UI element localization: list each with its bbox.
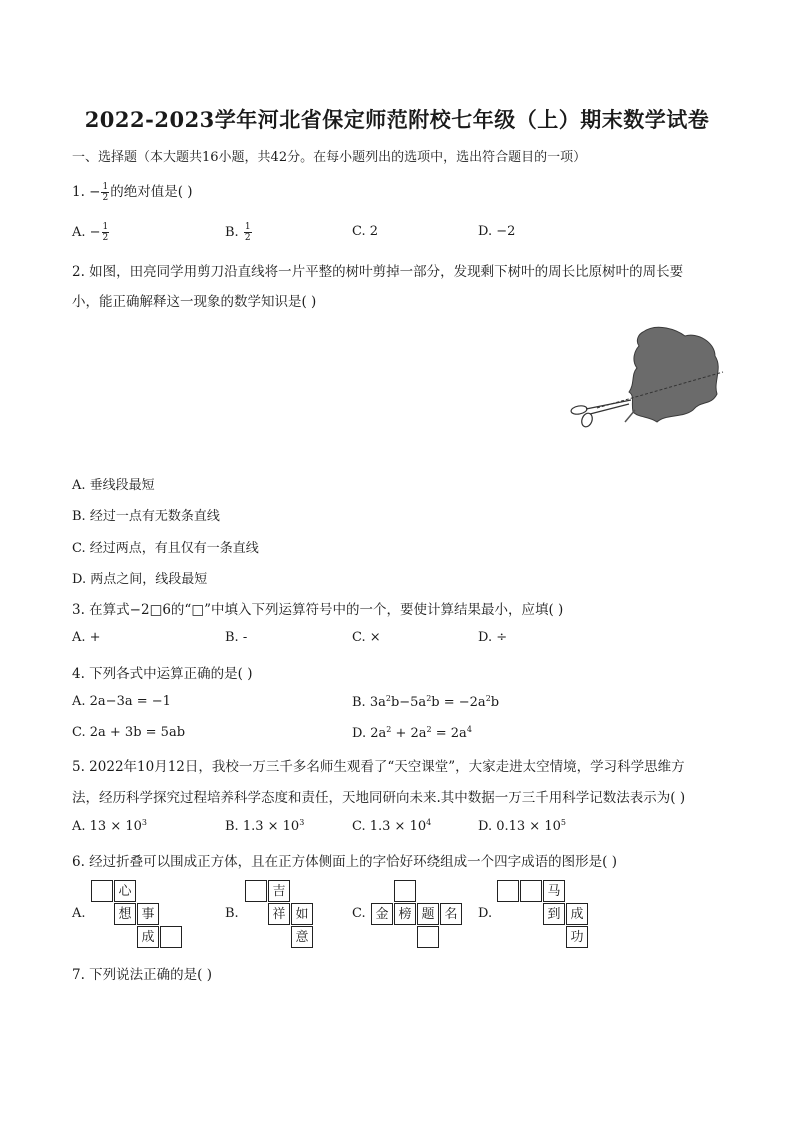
q5-b-base: B. 1.3 × 10 bbox=[225, 819, 300, 834]
q1-option-d: D. −2 bbox=[478, 224, 516, 239]
net-b-cell-1: 吉 bbox=[268, 880, 290, 902]
net-c-cell-blank-top bbox=[394, 880, 416, 902]
q5-option-a bbox=[72, 818, 147, 834]
q1-option-a-den: 2 bbox=[102, 233, 109, 243]
q1-option-b bbox=[225, 222, 253, 243]
page-title: 2022-2023学年河北省保定师范附校七年级（上）期末数学试卷 bbox=[84, 107, 710, 132]
net-a-cell-blank bbox=[91, 880, 113, 902]
net-d-cell-blank-2 bbox=[520, 880, 542, 902]
q4-b-part-1: B. 3a bbox=[352, 695, 386, 710]
q6-option-d-label: D. bbox=[478, 906, 493, 921]
q5-d-exp: 5 bbox=[560, 818, 566, 827]
q4-option-d bbox=[352, 725, 472, 741]
q1-option-a-num: 1 bbox=[102, 222, 109, 232]
q4-b-part-2: b−5a bbox=[390, 695, 427, 710]
net-b-cell-2: 祥 bbox=[268, 903, 290, 925]
q1-option-a-fraction bbox=[102, 222, 110, 243]
q1-option-a-label: A. − bbox=[72, 225, 101, 240]
net-a-cell-2: 想 bbox=[114, 903, 136, 925]
net-d-cell-blank-1 bbox=[497, 880, 519, 902]
q1-option-a bbox=[72, 222, 110, 243]
question-2-line-1: 2. 如图，田亮同学用剪刀沿直线将一片平整的树叶剪掉一部分，发现剩下树叶的周长比原树叶的周长要 bbox=[72, 264, 684, 280]
question-4: 4. 下列各式中运算正确的是( ) bbox=[72, 666, 253, 682]
scissors-icon bbox=[570, 400, 631, 428]
q4-d-part-3: = 2a bbox=[431, 726, 467, 741]
net-b-cell-blank bbox=[245, 880, 267, 902]
q4-d-exp-2: 2 bbox=[426, 725, 432, 734]
q1-option-b-den: 2 bbox=[244, 233, 251, 243]
q3-option-a: A. + bbox=[72, 630, 101, 645]
q3-option-b: B. - bbox=[225, 630, 248, 645]
q1-frac-den: 2 bbox=[102, 193, 109, 203]
leaf-shape bbox=[629, 327, 718, 422]
q1-option-b-label: B. bbox=[225, 225, 243, 240]
net-d-cell-1: 马 bbox=[543, 880, 565, 902]
q2-option-a: A. 垂线段最短 bbox=[72, 478, 155, 493]
q1-frac-num: 1 bbox=[102, 182, 109, 192]
q4-b-part-3: b = −2a bbox=[431, 695, 486, 710]
q5-option-c bbox=[352, 818, 431, 834]
question-6: 6. 经过折叠可以围成正方体，且在正方体侧面上的字恰好环绕组成一个四字成语的图形是( ) bbox=[72, 854, 617, 870]
question-1 bbox=[72, 180, 193, 203]
question-5-line-1: 5. 2022年10月12日，我校一万三千多名师生观看了“天空课堂”，大家走进太空情境，学习科学思维方 bbox=[72, 759, 685, 775]
leaf-stem bbox=[625, 410, 635, 422]
q5-a-exp: 3 bbox=[141, 818, 147, 827]
question-5-line-2: 法，经历科学探究过程培养科学态度和责任，天地同研向未来.其中数据一万三千用科学记数法表示为( ) bbox=[72, 790, 686, 806]
q5-option-d bbox=[478, 818, 566, 834]
q1-prefix: 1. − bbox=[72, 184, 101, 200]
q4-b-part-4: b bbox=[490, 695, 500, 710]
section-heading: 一、选择题（本大题共16小题，共42分。在每小题列出的选项中，选出符合题目的一项） bbox=[72, 150, 587, 165]
q2-option-c: C. 经过两点，有且仅有一条直线 bbox=[72, 541, 259, 556]
q4-d-part-2: + 2a bbox=[391, 726, 427, 741]
q2-option-b: B. 经过一点有无数条直线 bbox=[72, 509, 220, 524]
net-d-cell-4: 功 bbox=[566, 926, 588, 948]
net-a-cell-4: 成 bbox=[137, 926, 159, 948]
q6-option-a-label: A. bbox=[72, 906, 86, 921]
net-b-cell-3: 如 bbox=[291, 903, 313, 925]
q1-suffix: 的绝对值是( ) bbox=[110, 184, 193, 200]
net-c-cell-blank-bottom bbox=[417, 926, 439, 948]
q2-option-d: D. 两点之间，线段最短 bbox=[72, 572, 208, 587]
q1-option-b-fraction bbox=[244, 222, 252, 243]
q5-option-b bbox=[225, 818, 304, 834]
q5-c-exp: 4 bbox=[426, 818, 432, 827]
net-c-cell-2: 榜 bbox=[394, 903, 416, 925]
q1-fraction bbox=[101, 182, 109, 203]
q4-d-exp-3: 4 bbox=[466, 725, 472, 734]
net-d-cell-2: 到 bbox=[543, 903, 565, 925]
q5-b-exp: 3 bbox=[299, 818, 305, 827]
q5-d-base: D. 0.13 × 10 bbox=[478, 819, 561, 834]
question-7: 7. 下列说法正确的是( ) bbox=[72, 967, 212, 983]
q4-b-exp-1: 2 bbox=[385, 694, 391, 703]
question-2-line-2: 小，能正确解释这一现象的数学知识是( ) bbox=[72, 294, 317, 310]
leaf-scissors-figure bbox=[565, 322, 725, 434]
q4-b-exp-3: 2 bbox=[485, 694, 491, 703]
q4-option-b bbox=[352, 694, 499, 710]
net-a-cell-3: 事 bbox=[137, 903, 159, 925]
net-a-cell-blank-2 bbox=[160, 926, 182, 948]
q5-c-base: C. 1.3 × 10 bbox=[352, 819, 427, 834]
q6-option-b-label: B. bbox=[225, 906, 239, 921]
q1-option-b-num: 1 bbox=[244, 222, 251, 232]
net-b-cell-4: 意 bbox=[291, 926, 313, 948]
net-d-cell-3: 成 bbox=[566, 903, 588, 925]
q4-option-a: A. 2a−3a = −1 bbox=[72, 694, 171, 709]
q4-d-exp-1: 2 bbox=[386, 725, 392, 734]
question-3: 3. 在算式−2□6的“□”中填入下列运算符号中的一个，要使计算结果最小，应填( ) bbox=[72, 602, 564, 618]
net-a-cell-1: 心 bbox=[114, 880, 136, 902]
net-c-cell-4: 名 bbox=[440, 903, 462, 925]
q4-d-part-1: D. 2a bbox=[352, 726, 387, 741]
net-c-cell-3: 题 bbox=[417, 903, 439, 925]
q4-b-exp-2: 2 bbox=[426, 694, 432, 703]
net-c-cell-1: 金 bbox=[371, 903, 393, 925]
q6-option-c-label: C. bbox=[352, 906, 366, 921]
q1-option-c: C. 2 bbox=[352, 224, 379, 239]
q3-option-d: D. ÷ bbox=[478, 630, 508, 645]
q4-option-c: C. 2a + 3b = 5ab bbox=[72, 725, 186, 740]
q3-option-c: C. × bbox=[352, 630, 381, 645]
q5-a-base: A. 13 × 10 bbox=[72, 819, 142, 834]
